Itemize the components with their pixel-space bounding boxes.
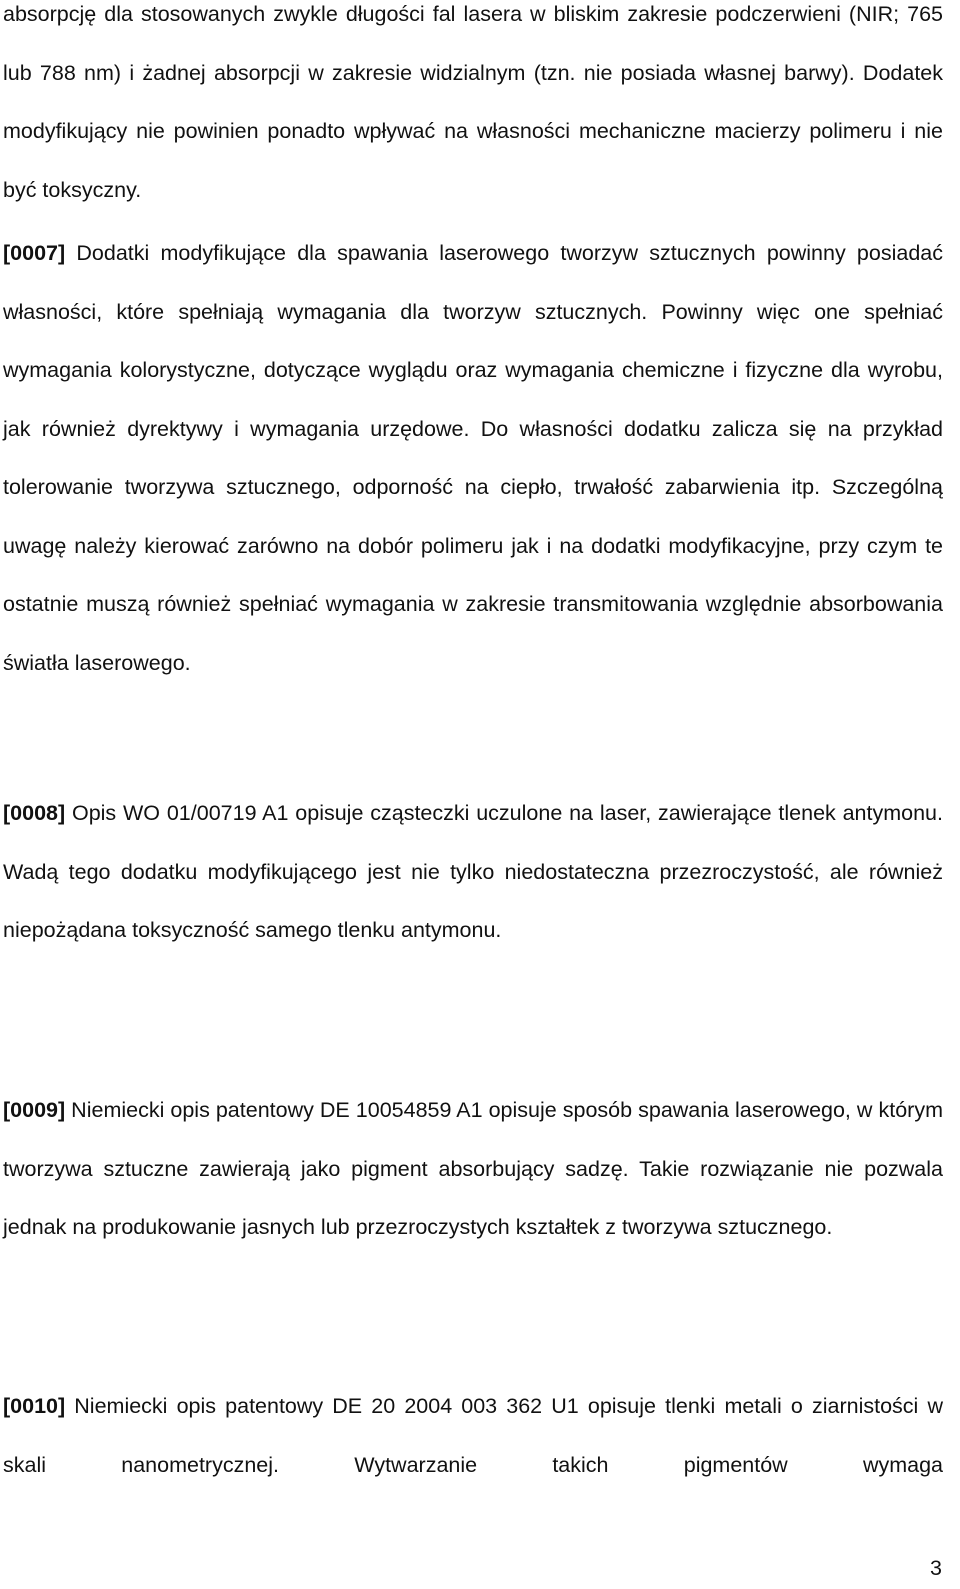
paragraph-text: absorpcję dla stosowanych zwykle długości fal lasera w bliskim zakresie podczerwieni (NIR; 765 lub 788 nm) i żadnej absorpcji w zakresie widzialnym (tzn. nie posiada własnej barwy). Dodatek modyfikujący nie powinien ponadto wpływać na własności mechaniczne macierzy polimeru i nie być toksyczny. <box>3 2 943 202</box>
paragraph-text: Niemiecki opis patentowy DE 20 2004 003 362 U1 opisuje tlenki metali o ziarnistości w skali nanometrycznej. Wytwarzanie takich pigmentów wymaga <box>3 1394 943 1477</box>
paragraph-continuation <box>3 0 943 219</box>
paragraph-text: Niemiecki opis patentowy DE 10054859 A1 opisuje sposób spawania laserowego, w którym tworzywa sztuczne zawierają jako pigment absorbujący sadzę. Takie rozwiązanie nie pozwala jednak na produkowanie jasnych lub przezroczystych kształtek z tworzywa sztucznego. <box>3 1098 943 1239</box>
paragraph-0008 <box>3 784 943 960</box>
paragraph-number: [0009] <box>3 1098 66 1122</box>
paragraph-number: [0007] <box>3 241 66 265</box>
paragraph-0010 <box>3 1377 943 1494</box>
paragraph-number: [0008] <box>3 801 66 825</box>
paragraph-text: Opis WO 01/00719 A1 opisuje cząsteczki uczulone na laser, zawierające tlenek antymonu. Wadą tego dodatku modyfikującego jest nie tylko niedostateczna przezroczystość, ale również niepożądana toksyczność samego tlenku antymonu. <box>3 801 943 942</box>
paragraph-0009 <box>3 1081 943 1257</box>
paragraph-0007 <box>3 224 943 692</box>
paragraph-text: Dodatki modyfikujące dla spawania laserowego tworzyw sztucznych powinny posiadać własności, które spełniają wymagania dla tworzyw sztucznych. Powinny więc one spełniać wymagania kolorystyczne, dotyczące wyglądu oraz wymagania chemiczne i fizyczne dla wyrobu, jak również dyrektywy i wymagania urzędowe. Do własności dodatku zalicza się na przykład tolerowanie tworzywa sztucznego, odporność na ciepło, trwałość zabarwienia itp. Szczególną uwagę należy kierować zarówno na dobór polimeru jak i na dodatki modyfikacyjne, przy czym te ostatnie muszą również spełniać wymagania w zakresie transmitowania względnie absorbowania światła laserowego. <box>3 241 943 675</box>
page-number: 3 <box>930 1556 942 1580</box>
paragraph-number: [0010] <box>3 1394 66 1418</box>
